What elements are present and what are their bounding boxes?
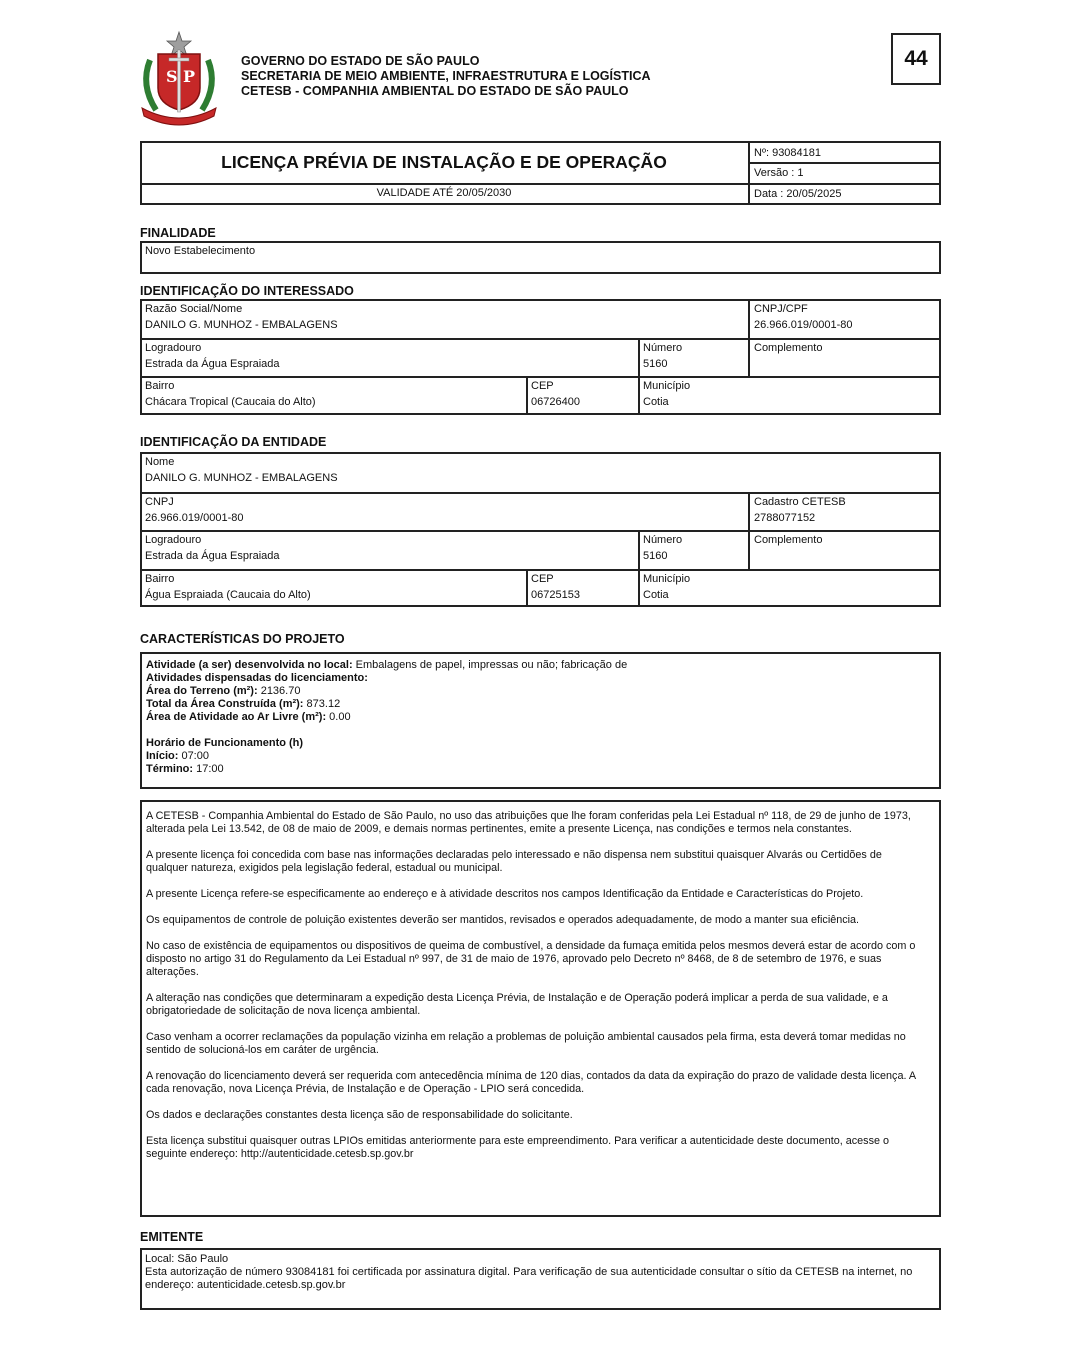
license-title: LICENÇA PRÉVIA DE INSTALAÇÃO E DE OPERAÇÃO: [221, 152, 667, 172]
entidade-cadastro-value: 2788077152: [754, 512, 816, 524]
interessado-cep-label: CEP: [531, 380, 554, 392]
projeto-dispensadas-label: Atividades dispensadas do licenciamento:: [146, 672, 368, 684]
projeto-dispensadas: [146, 672, 627, 685]
finalidade-title: FINALIDADE: [140, 226, 216, 240]
entidade-cep-label: CEP: [531, 573, 554, 585]
entidade-bairro-value: Água Espraiada (Caucaia do Alto): [145, 589, 311, 601]
entidade-cadastro-label: Cadastro CETESB: [754, 496, 846, 508]
entidade-title: IDENTIFICAÇÃO DA ENTIDADE: [140, 435, 327, 449]
interessado-razao-label: Razão Social/Nome: [145, 303, 243, 315]
header-cetesb: CETESB - COMPANHIA AMBIENTAL DO ESTADO DE SÃO PAULO: [241, 84, 629, 98]
emitente-text: Esta autorização de número 93084181 foi certificada por assinatura digital. Para verificação de sua autenticidade consultar o sítio da CETESB na internet, no endereço: autenticidade.cetesb.sp.gov.br: [145, 1266, 913, 1291]
term-paragraph: A CETESB - Companhia Ambiental do Estado de São Paulo, no uso das atribuições que lhe foram conferidas pela Lei Estadual nº 118, de 29 de junho de 1973, alterada pela Lei 13.542, de 08 de maio de 2009, e demais normas pertinentes, emite a presente Licença, nas condições e termos nela constantes.: [146, 810, 911, 835]
term-paragraph: Os equipamentos de controle de poluição existentes deverão ser mantidos, revisados e operados adequadamente, de modo a manter sua eficiência.: [146, 914, 860, 926]
projeto-construida: [146, 698, 627, 711]
header-government: GOVERNO DO ESTADO DE SÃO PAULO: [241, 54, 480, 68]
entidade-cnpj-label: CNPJ: [145, 496, 174, 508]
license-validity: VALIDADE ATÉ 20/05/2030: [376, 187, 512, 199]
interessado-numero-label: Número: [643, 342, 683, 354]
projeto-construida-label: Total da Área Construída (m²):: [146, 698, 304, 710]
emitente-content: [145, 1253, 935, 1292]
finalidade-box: [140, 241, 941, 274]
entidade-nome-label: Nome: [145, 456, 175, 468]
finalidade-value: Novo Estabelecimento: [145, 245, 256, 257]
entidade-logradouro-label: Logradouro: [145, 534, 202, 546]
interessado-municipio-label: Município: [643, 380, 691, 392]
interessado-complemento-label: Complemento: [754, 342, 823, 354]
entidade-numero-label: Número: [643, 534, 683, 546]
interessado-bairro-value: Chácara Tropical (Caucaia do Alto): [145, 396, 316, 408]
interessado-logradouro-label: Logradouro: [145, 342, 202, 354]
projeto-ar-livre: [146, 711, 627, 724]
entidade-bairro-label: Bairro: [145, 573, 175, 585]
entidade-municipio-value: Cotia: [643, 589, 669, 601]
entidade-numero-value: 5160: [643, 550, 668, 562]
interessado-cnpj-value: 26.966.019/0001-80: [754, 319, 853, 331]
svg-text:S: S: [166, 67, 178, 86]
term-paragraph: No caso de existência de equipamentos ou dispositivos de queima de combustível, a densidade da fumaça emitida pelos mesmos deverá estar de acordo com o disposto no artigo 31 do Regulamento da Lei Estadual nº 997, de 31 de maio de 1976, aprovado pelo Decreto nº 8468, de 8 de setembro de 1976, e suas alterações.: [146, 940, 916, 978]
projeto-terreno-value: 2136.70: [257, 685, 301, 697]
term-paragraph: Os dados e declarações constantes desta licença são de responsabilidade do solicitante.: [146, 1109, 573, 1121]
entidade-nome-value: DANILO G. MUNHOZ - EMBALAGENS: [145, 472, 338, 484]
term-paragraph: A presente licença foi concedida com base nas informações declaradas pelo interessado e não dispensa nem substitui quaisquer Alvarás ou Certidões de qualquer natureza, exigidos pela legislação federal, estadual ou municipal.: [146, 849, 882, 874]
svg-text:P: P: [183, 67, 196, 86]
license-version: Versão : 1: [754, 167, 804, 179]
projeto-inicio-value: 07:00: [178, 750, 209, 762]
sp-state-seal: [136, 30, 222, 126]
entidade-cep-value: 06725153: [531, 589, 580, 601]
interessado-razao-value: DANILO G. MUNHOZ - EMBALAGENS: [145, 319, 338, 331]
term-paragraph: A presente Licença refere-se especificamente ao endereço e à atividade descritos nos campos Identificação da Entidade e Características do Projeto.: [146, 888, 864, 900]
projeto-termino: [146, 763, 627, 776]
term-paragraph: A renovação do licenciamento deverá ser requerida com antecedência mínima de 120 dias, contados da data da expiração do prazo de validade desta licença. A cada renovação, nova Licença Prévia, de Instalação e de Operação - LPIO será concedida.: [146, 1070, 916, 1095]
projeto-atividade-value: Embalagens de papel, impressas ou não; fabricação de: [352, 659, 628, 671]
entidade-complemento-label: Complemento: [754, 534, 823, 546]
projeto-horario: [146, 737, 627, 750]
interessado-logradouro-value: Estrada da Água Espraiada: [145, 358, 280, 370]
projeto-atividade-label: Atividade (a ser) desenvolvida no local:: [146, 659, 353, 671]
interessado-title: IDENTIFICAÇÃO DO INTERESSADO: [140, 284, 354, 298]
projeto-terreno: [146, 685, 627, 698]
page-number: 44: [904, 47, 928, 70]
interessado-cnpj-label: CNPJ/CPF: [754, 303, 808, 315]
projeto-content: [146, 659, 627, 776]
projeto-atividade: [146, 659, 627, 672]
interessado-municipio-value: Cotia: [643, 396, 669, 408]
license-number: Nº: 93084181: [754, 147, 822, 159]
terms-content: [146, 810, 926, 1174]
header-secretariat: SECRETARIA DE MEIO AMBIENTE, INFRAESTRUTURA E LOGÍSTICA: [241, 69, 651, 83]
projeto-terreno-label: Área do Terreno (m²):: [146, 685, 258, 697]
entidade-municipio-label: Município: [643, 573, 691, 585]
interessado-numero-value: 5160: [643, 358, 668, 370]
entidade-cnpj-value: 26.966.019/0001-80: [145, 512, 244, 524]
entidade-logradouro-value: Estrada da Água Espraiada: [145, 550, 280, 562]
projeto-inicio: [146, 750, 627, 763]
projeto-construida-value: 873.12: [303, 698, 341, 710]
term-paragraph: Esta licença substitui quaisquer outras LPIOs emitidas anteriormente para este empreendimento. Para verificar a autenticidade deste documento, acesse o seguinte endereço: http://autenticidade.cetesb.sp.gov.br: [146, 1135, 889, 1160]
projeto-horario-label: Horário de Funcionamento (h): [146, 737, 304, 749]
projeto-title: CARACTERÍSTICAS DO PROJETO: [140, 632, 345, 646]
projeto-inicio-label: Início:: [146, 750, 179, 762]
license-date: Data : 20/05/2025: [754, 188, 842, 200]
term-paragraph: A alteração nas condições que determinaram a expedição desta Licença Prévia, de Instalação e de Operação poderá implicar a perda de sua validade, e a obrigatoriedade de solicitação de nova licença ambiental.: [146, 992, 888, 1017]
interessado-bairro-label: Bairro: [145, 380, 175, 392]
term-paragraph: Caso venham a ocorrer reclamações da população vizinha em relação a problemas de poluição ambiental causados pela firma, esta deverá tomar medidas no sentido de solucioná-los em caráter de urgência.: [146, 1031, 906, 1056]
projeto-ar-livre-label: Área de Atividade ao Ar Livre (m²):: [146, 711, 327, 723]
emitente-title: EMITENTE: [140, 1230, 204, 1244]
projeto-ar-livre-value: 0.00: [326, 711, 351, 723]
projeto-termino-value: 17:00: [193, 763, 224, 775]
interessado-cep-value: 06726400: [531, 396, 580, 408]
emitente-local: Local: São Paulo: [145, 1253, 229, 1265]
projeto-termino-label: Término:: [146, 763, 194, 775]
